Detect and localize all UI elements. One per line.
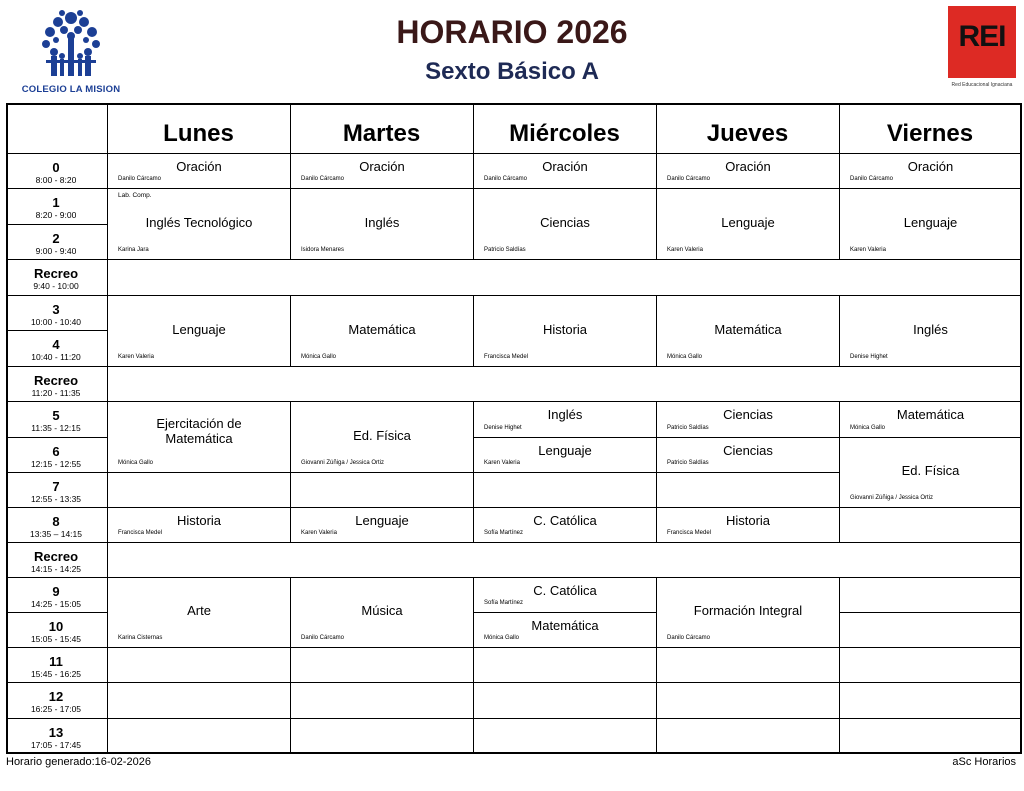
lesson-cell <box>839 153 1022 189</box>
lesson-subject: Historia <box>542 322 588 337</box>
recess-band <box>107 366 1022 402</box>
lesson-cell <box>839 188 1022 260</box>
lesson-cell <box>839 437 1022 508</box>
lesson-subject: Ed. Física <box>901 463 960 478</box>
lesson-teacher: Karina Cisternas <box>118 635 163 641</box>
lesson-cell <box>107 401 291 473</box>
lesson-teacher: Karen Valeria <box>484 460 520 466</box>
period-number: 5 <box>52 408 60 423</box>
lesson-subject: Ejercitación de Matemática <box>156 416 242 446</box>
empty-slot <box>656 472 840 508</box>
lesson-cell <box>473 612 657 648</box>
software-credit: aSc Horarios <box>952 756 1016 768</box>
period-time: 10:00 - 10:40 <box>30 317 82 327</box>
day-header: Viernes <box>886 120 974 147</box>
empty-slot <box>473 647 657 683</box>
lesson-cell <box>839 401 1022 438</box>
lesson-teacher: Mónica Gallo <box>301 354 337 360</box>
lesson-teacher: Sofía Martínez <box>484 530 524 536</box>
lesson-teacher: Denise Highet <box>484 425 522 431</box>
lesson-subject: Inglés <box>364 215 400 230</box>
lesson-cell <box>473 153 657 189</box>
lesson-cell <box>473 437 657 473</box>
empty-slot <box>839 577 1022 613</box>
lesson-cell <box>656 295 840 367</box>
period-time: 14:15 - 14:25 <box>30 564 82 574</box>
period-number: 7 <box>52 479 60 494</box>
day-header: Lunes <box>163 120 234 147</box>
lesson-cell <box>290 401 474 473</box>
empty-slot <box>107 682 291 719</box>
period-time: 12:15 - 12:55 <box>30 459 82 469</box>
lesson-subject: Matemática <box>348 322 416 337</box>
lesson-teacher: Mónica Gallo <box>484 635 520 641</box>
empty-slot <box>290 718 474 754</box>
empty-slot <box>656 647 840 683</box>
empty-slot <box>839 507 1022 543</box>
empty-slot <box>107 718 291 754</box>
lesson-subject: Oración <box>725 159 771 174</box>
empty-slot <box>656 718 840 754</box>
period-number: 13 <box>48 725 64 740</box>
lesson-cell <box>656 507 840 543</box>
day-header: Miércoles <box>509 120 620 147</box>
period-time: 15:45 - 16:25 <box>30 669 82 679</box>
lesson-cell <box>290 577 474 648</box>
lesson-teacher: Francisca Medel <box>667 530 712 536</box>
period-number: Recreo <box>33 266 79 281</box>
period-number: 1 <box>52 195 60 210</box>
header-corner-cell <box>6 103 108 154</box>
lesson-subject: Ciencias <box>723 443 773 458</box>
lesson-teacher: Patricio Saldías <box>667 425 709 431</box>
lesson-room: Lab. Comp. <box>118 192 152 199</box>
period-time: 11:35 - 12:15 <box>31 423 81 433</box>
lesson-teacher: Mónica Gallo <box>850 425 886 431</box>
lesson-cell <box>107 295 291 367</box>
rei-logo-text: REI <box>958 20 1006 53</box>
lesson-teacher: Danilo Cárcamo <box>484 176 528 182</box>
period-number: 6 <box>52 444 60 459</box>
recess-band <box>107 542 1022 578</box>
period-time: 10:40 - 11:20 <box>31 352 81 362</box>
page-title: HORARIO 2026 <box>396 14 628 50</box>
lesson-subject: C. Católica <box>533 583 597 598</box>
lesson-teacher: Francisca Medel <box>118 530 163 536</box>
recess-band <box>107 259 1022 296</box>
lesson-teacher: Danilo Cárcamo <box>301 176 345 182</box>
period-time: 13:35 – 14:15 <box>30 529 82 539</box>
period-time: 17:05 - 17:45 <box>30 740 82 750</box>
lesson-subject: Oración <box>359 159 405 174</box>
lesson-teacher: Isidora Menares <box>301 247 345 253</box>
period-number: 3 <box>52 302 60 317</box>
lesson-cell <box>473 295 657 367</box>
lesson-cell <box>473 507 657 543</box>
empty-slot <box>839 682 1022 719</box>
lesson-teacher: Mónica Gallo <box>667 354 703 360</box>
lesson-teacher: Karina Jara <box>118 247 149 253</box>
lesson-teacher: Sofía Martínez <box>484 600 524 606</box>
lesson-subject: Historia <box>176 513 222 528</box>
lesson-subject: Matemática <box>896 407 965 422</box>
empty-slot <box>839 612 1022 648</box>
page-subtitle: Sexto Básico A <box>425 58 599 85</box>
lesson-subject: Formación Integral <box>693 603 803 618</box>
generated-date: Horario generado:16-02-2026 <box>6 756 151 768</box>
lesson-teacher: Danilo Cárcamo <box>301 635 345 641</box>
school-name: COLEGIO LA MISION <box>21 84 121 95</box>
rei-tagline: Red Educacional Ignaciana <box>951 82 1013 88</box>
lesson-subject: Lenguaje <box>538 443 592 458</box>
lesson-cell <box>290 153 474 189</box>
lesson-cell <box>290 507 474 543</box>
lesson-teacher: Karen Valeria <box>301 530 337 536</box>
empty-slot <box>839 647 1022 683</box>
lesson-teacher: Francisca Medel <box>484 354 529 360</box>
empty-slot <box>290 647 474 683</box>
lesson-subject: Ed. Física <box>353 428 411 443</box>
lesson-teacher: Danilo Cárcamo <box>850 176 894 182</box>
day-header: Martes <box>342 120 421 147</box>
empty-slot <box>290 682 474 719</box>
period-time: 12:55 - 13:35 <box>30 494 82 504</box>
period-time: 15:05 - 15:45 <box>30 634 82 644</box>
lesson-cell <box>473 188 657 260</box>
lesson-subject: Lenguaje <box>172 322 226 337</box>
period-number: 11 <box>49 654 63 669</box>
lesson-cell <box>473 577 657 613</box>
lesson-cell <box>656 153 840 189</box>
lesson-cell <box>290 188 474 260</box>
lesson-subject: Lenguaje <box>721 215 775 230</box>
lesson-teacher: Karen Valeria <box>667 247 703 253</box>
period-number: 4 <box>52 337 60 352</box>
lesson-subject: Oración <box>542 159 588 174</box>
lesson-subject: Arte <box>187 603 211 618</box>
empty-slot <box>473 472 657 508</box>
lesson-cell <box>839 295 1022 367</box>
lesson-teacher: Giovanni Zúñiga / Jessica Ortiz <box>301 460 385 466</box>
lesson-subject: Matemática <box>531 618 599 633</box>
period-time: 14:25 - 15:05 <box>30 599 82 609</box>
period-time: 8:00 - 8:20 <box>35 175 77 185</box>
lesson-teacher: Patricio Saldías <box>484 247 526 253</box>
empty-slot <box>107 472 291 508</box>
lesson-cell <box>656 188 840 260</box>
empty-slot <box>290 472 474 508</box>
empty-slot <box>473 718 657 754</box>
period-time: 16:25 - 17:05 <box>30 704 82 714</box>
lesson-teacher: Danilo Cárcamo <box>118 176 162 182</box>
lesson-cell <box>656 437 840 473</box>
lesson-subject: Música <box>361 603 403 618</box>
lesson-cell <box>107 577 291 648</box>
lesson-subject: Oración <box>176 159 222 174</box>
period-number: Recreo <box>33 373 79 388</box>
lesson-subject: Ciencias <box>540 215 590 230</box>
lesson-teacher: Mónica Gallo <box>118 460 154 466</box>
period-time: 9:40 - 10:00 <box>33 281 79 291</box>
period-number: 12 <box>48 689 64 704</box>
lesson-subject: Historia <box>725 513 771 528</box>
empty-slot <box>656 682 840 719</box>
lesson-cell <box>107 188 291 260</box>
lesson-teacher: Denise Highet <box>850 354 888 360</box>
lesson-subject: Lenguaje <box>355 513 409 528</box>
period-number: 0 <box>52 160 60 175</box>
lesson-cell <box>107 153 291 189</box>
empty-slot <box>107 647 291 683</box>
lesson-teacher: Danilo Cárcamo <box>667 635 711 641</box>
period-number: 10 <box>48 619 64 634</box>
period-number: Recreo <box>33 549 79 564</box>
lesson-teacher: Karen Valeria <box>850 247 886 253</box>
lesson-subject: Inglés <box>547 407 583 422</box>
empty-slot <box>473 682 657 719</box>
lesson-subject: Lenguaje <box>903 215 958 230</box>
period-number: 8 <box>52 514 60 529</box>
lesson-subject: Oración <box>907 159 954 174</box>
empty-slot <box>839 718 1022 754</box>
period-time: 9:00 - 9:40 <box>35 246 77 256</box>
lesson-teacher: Karen Valeria <box>118 354 154 360</box>
lesson-subject: Inglés <box>913 322 948 337</box>
lesson-subject: Inglés Tecnológico <box>145 215 253 230</box>
lesson-subject: Matemática <box>714 322 782 337</box>
lesson-cell <box>656 401 840 438</box>
lesson-cell <box>656 577 840 648</box>
lesson-teacher: Patricio Saldías <box>667 460 709 466</box>
period-time: 8:20 - 9:00 <box>35 210 77 220</box>
period-time: 11:20 - 11:35 <box>31 388 81 398</box>
lesson-teacher: Danilo Cárcamo <box>667 176 711 182</box>
period-number: 9 <box>52 584 60 599</box>
lesson-cell <box>107 507 291 543</box>
lesson-cell <box>473 401 657 438</box>
lesson-cell <box>290 295 474 367</box>
day-header: Jueves <box>706 120 789 147</box>
lesson-subject: C. Católica <box>533 513 597 528</box>
lesson-teacher: Giovanni Zúñiga / Jessica Ortiz <box>850 495 934 501</box>
period-number: 2 <box>52 231 60 246</box>
lesson-subject: Ciencias <box>723 407 773 422</box>
